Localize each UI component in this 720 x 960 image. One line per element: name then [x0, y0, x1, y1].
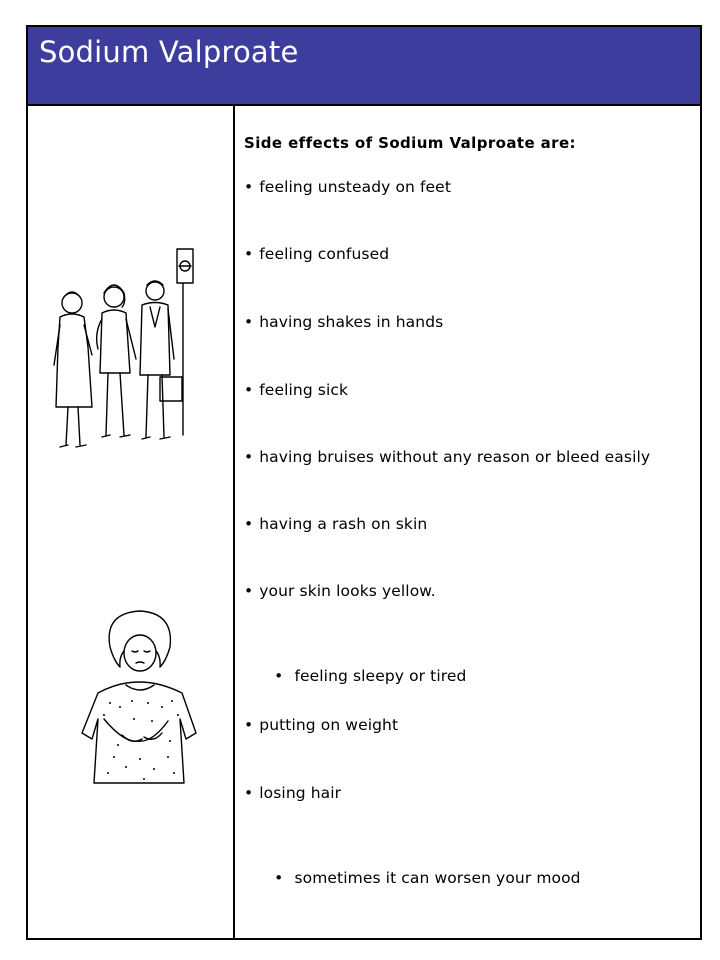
people-walking-illustration	[46, 245, 206, 455]
list-item: • your skin looks yellow.	[244, 582, 436, 600]
list-item: • putting on weight	[244, 716, 399, 734]
bullet-icon: •	[244, 313, 254, 331]
list-item: • feeling sleepy or tired	[274, 667, 467, 685]
page-title: Sodium Valproate	[39, 35, 299, 69]
list-item: • sometimes it can worsen your mood	[274, 869, 581, 887]
title-bar	[28, 27, 700, 106]
bullet-icon: •	[244, 381, 254, 399]
bullet-icon: •	[274, 869, 284, 887]
side-effects-heading: Side effects of Sodium Valproate are:	[244, 134, 576, 152]
column-divider	[233, 106, 235, 938]
list-item: • feeling sick	[244, 381, 349, 399]
bullet-icon: •	[244, 784, 254, 802]
list-item: • feeling unsteady on feet	[244, 178, 451, 196]
bullet-icon: •	[244, 245, 254, 263]
bullet-icon: •	[274, 667, 284, 685]
list-item: • losing hair	[244, 784, 342, 802]
bullet-icon: •	[244, 716, 254, 734]
side-effects-panel	[244, 106, 700, 938]
woman-holding-stomach-illustration	[74, 607, 204, 787]
bullet-icon: •	[244, 515, 254, 533]
list-item: • having a rash on skin	[244, 515, 428, 533]
bullet-icon: •	[244, 582, 254, 600]
list-item: • having shakes in hands	[244, 313, 444, 331]
page-frame	[26, 25, 702, 940]
list-item: • feeling confused	[244, 245, 390, 263]
bullet-icon: •	[244, 178, 254, 196]
bullet-icon: •	[244, 448, 254, 466]
list-item: • having bruises without any reason or bleed easily	[244, 448, 651, 466]
